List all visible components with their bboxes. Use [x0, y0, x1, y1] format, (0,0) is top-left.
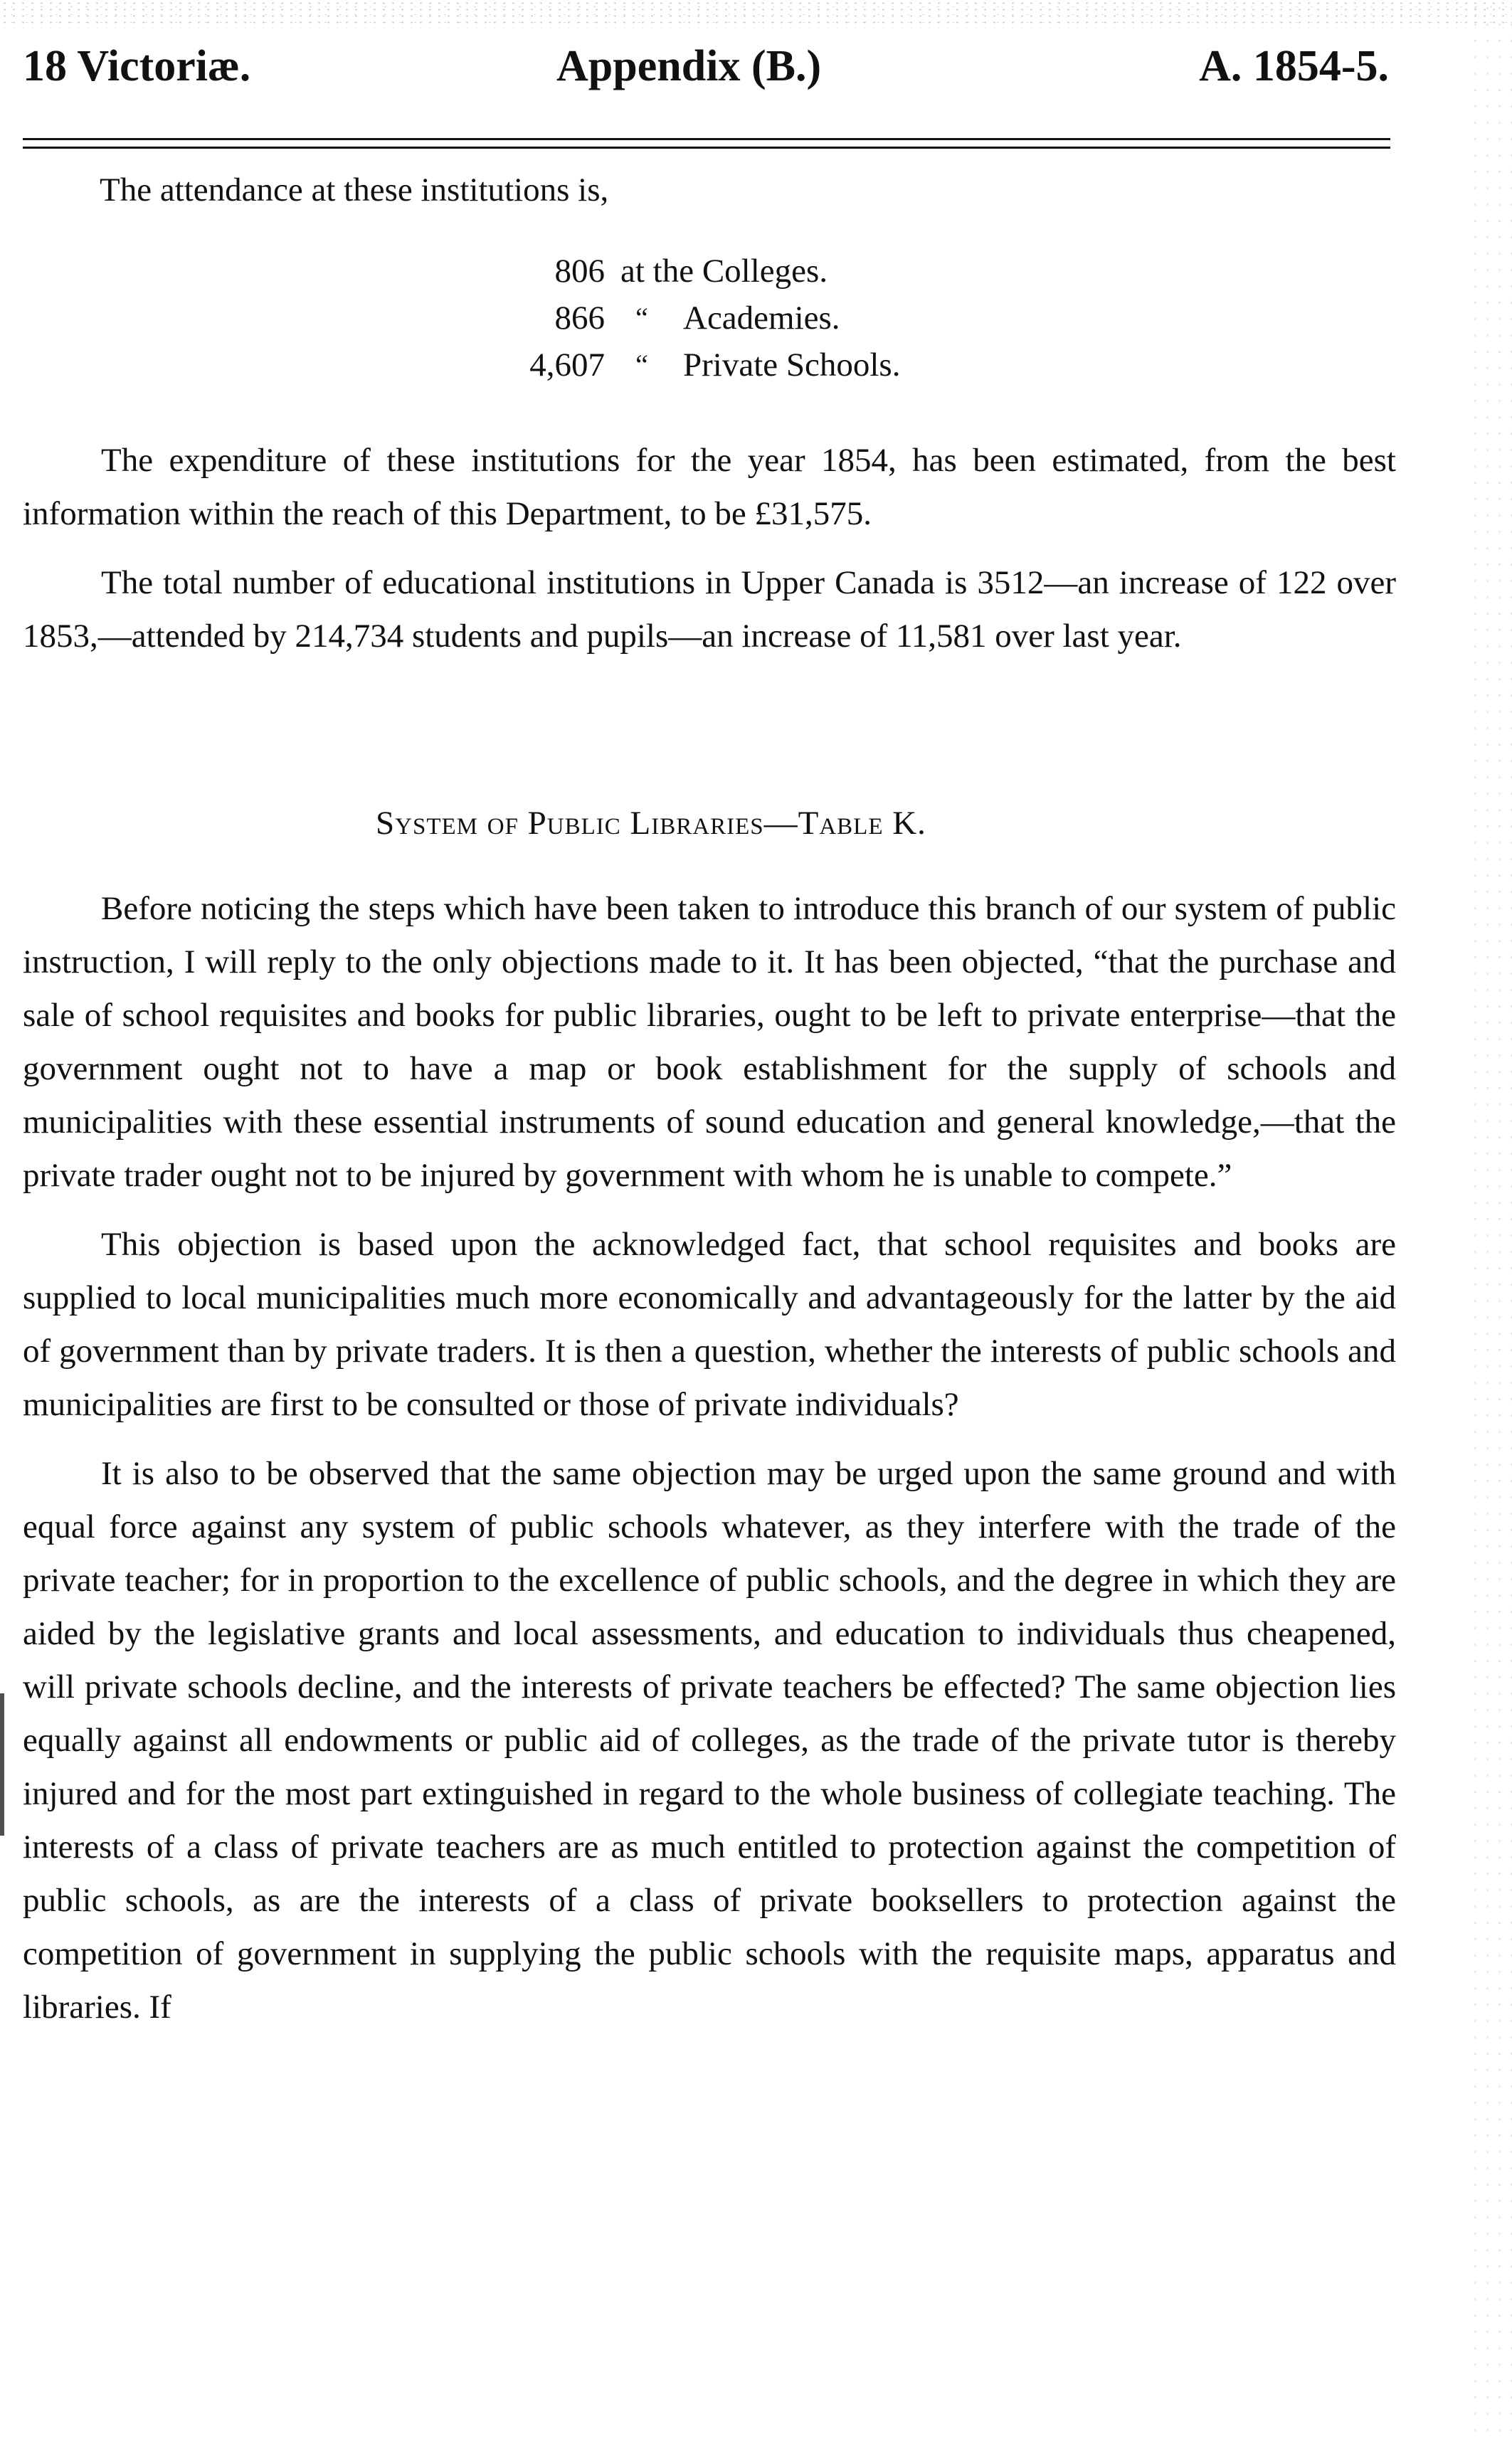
- attendance-label: at the Colleges.: [620, 253, 828, 290]
- scan-noise: [0, 0, 1512, 28]
- running-head: [23, 41, 1389, 105]
- body-text-top: [23, 434, 1396, 663]
- header-rule: [23, 147, 1390, 149]
- attendance-label: Academies.: [683, 300, 840, 337]
- attendance-number: 866: [554, 300, 605, 337]
- scan-noise-edge: [1469, 0, 1512, 2439]
- attendance-label: Private Schools.: [683, 346, 901, 383]
- ditto-mark: “: [635, 302, 648, 334]
- paragraph: The total number of educational institutions in Upper Canada is 3512—an increase of 122 over 1853,—attended by 214,734 students and pupils—an increase of 11,581 over last year.: [23, 564, 1396, 655]
- paragraph: The expenditure of these institutions for the year 1854, has been estimated, from the best information within the reach of this Department, to be £31,575.: [23, 442, 1396, 532]
- paragraph: It is also to be observed that the same objection may be urged upon the same ground and with equal force against any system of public schools whatever, as they interfere with the trade of the private teacher; for in proportion to the excellence of public schools, and the degree in which they are aided by the legislative grants and local assessments, and education to individuals thus cheapened, will private schools decline, and the interests of private teachers be effected? The same objection lies equally against all endowments or public aid of colleges, as the trade of the private tutor is thereby injured and for the most part extinguished in regard to the whole business of collegiate teaching. The interests of a class of private teachers are as much entitled to protection against the competition of public schools, as are the interests of a class of private booksellers to protection against the competition of government in supplying the public schools with the requisite maps, apparatus and libraries. If: [23, 1455, 1396, 2026]
- section-heading-text: System of Public Libraries—Table K.: [376, 805, 926, 842]
- header-rule: [23, 138, 1390, 140]
- paragraph: This objection is based upon the acknowledged fact, that school requisites and books are supplied to local municipalities much more economically and advantageously for the latter by the aid of government than by private traders. It is then a question, whether the interests of public schools and municipalities are first to be consulted or those of private individuals?: [23, 1226, 1396, 1423]
- body-text-bottom: [23, 882, 1396, 2034]
- binding-mark: [0, 1693, 4, 1836]
- running-head-right: A. 1854-5.: [1199, 42, 1389, 90]
- running-head-center: Appendix (B.): [556, 42, 822, 90]
- ditto-mark: “: [635, 349, 648, 381]
- paragraph: Before noticing the steps which have been taken to introduce this branch of our system of public instruction, I will reply to the only objections made to it. It has been objected, “that the purchase and sale of school requisites and books for public libraries, ought to be left to private enterprise—that the government ought not to have a map or book establishment for the supply of schools and municipalities with these essential instruments of sound education and general knowledge,—that the private trader ought not to be injured by government with whom he is unable to compete.”: [23, 890, 1396, 1194]
- intro-line: The attendance at these institutions is,: [100, 171, 609, 208]
- attendance-number: 4,607: [529, 346, 605, 383]
- running-head-left: 18 Victoriæ.: [23, 42, 251, 90]
- attendance-number: 806: [554, 253, 605, 290]
